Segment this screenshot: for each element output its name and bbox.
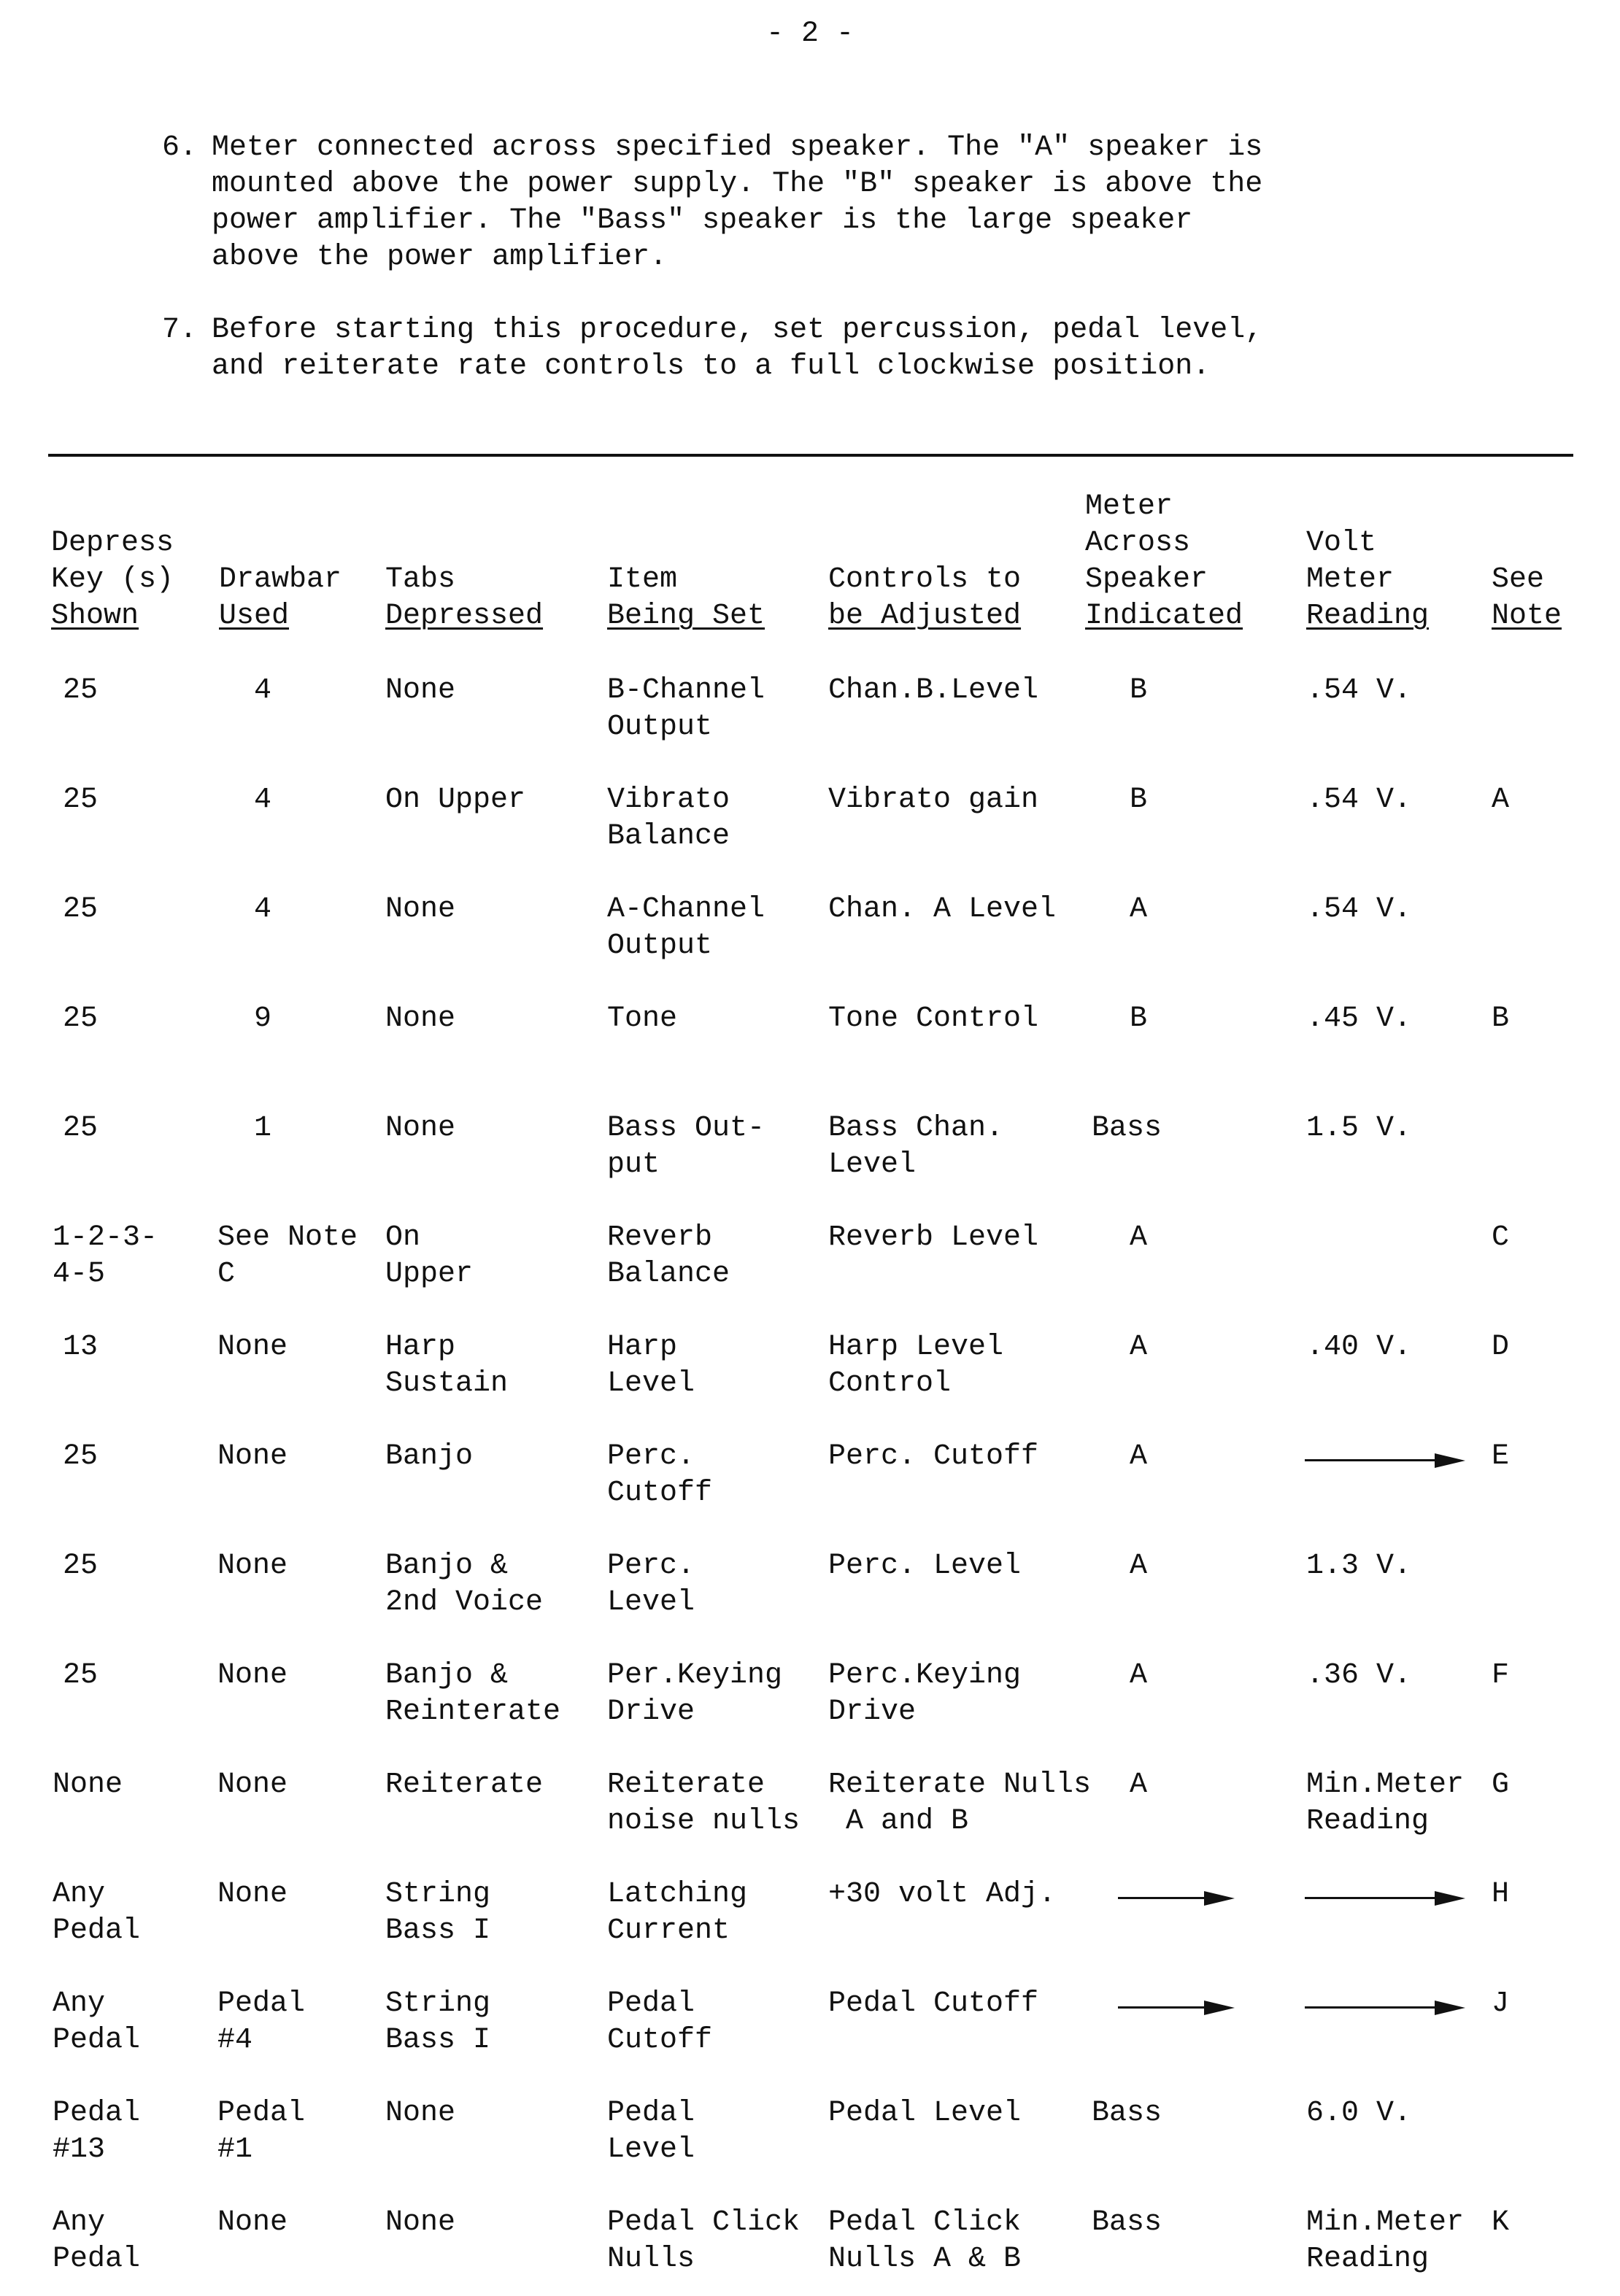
cell-line: C [1492, 1221, 1510, 1254]
cell-line: Bass [1092, 1112, 1162, 1145]
cell-depress-key [51, 892, 109, 928]
cell-line: Nulls [607, 2243, 695, 2276]
note-line: power amplifier. The "Bass" speaker is the large speaker [212, 204, 1193, 237]
cell-line: Current [607, 1914, 730, 1947]
cell-volt-reading [1306, 2095, 1411, 2132]
cell-line: Pedal Level [828, 2097, 1022, 2130]
header-line: Being Set [607, 600, 765, 633]
cell-item-being-set [607, 673, 765, 746]
cell-line: A [1129, 1440, 1147, 1473]
cell-line: Bass Chan. [828, 1112, 1004, 1145]
cell-line: A [1129, 1659, 1147, 1692]
cell-line: 1.5 V. [1306, 1112, 1412, 1145]
horizontal-rule [48, 454, 1573, 457]
cell-line: A-Channel [607, 893, 765, 926]
cell-see-note [1492, 1220, 1509, 1256]
cell-see-note [1492, 1876, 1509, 1913]
right-arrow-icon [1118, 2001, 1235, 2015]
cell-item-being-set [607, 1986, 712, 2059]
header-meter-speaker [1085, 489, 1243, 635]
cell-line: Balance [607, 1258, 730, 1291]
cell-meter-speaker [1120, 782, 1157, 819]
cell-item-being-set [607, 1110, 765, 1183]
header-line: Depressed [385, 600, 544, 633]
cell-line: Bass Out- [607, 1112, 765, 1145]
cell-line: Drive [828, 1696, 917, 1728]
cell-line: None [217, 1440, 288, 1473]
cell-drawbar [217, 1548, 288, 1585]
header-line: See [1492, 563, 1545, 596]
cell-tabs-depressed [385, 2095, 455, 2132]
cell-drawbar [217, 1658, 288, 1694]
cell-volt-reading [1306, 1110, 1411, 1147]
cell-line: A [1129, 893, 1147, 926]
cell-drawbar [217, 1986, 305, 2059]
cell-item-being-set [607, 1876, 747, 1949]
cell-line: Chan.B.Level [828, 674, 1039, 707]
cell-line: Cutoff [607, 2024, 713, 2057]
cell-line: #1 [217, 2133, 253, 2166]
cell-volt-reading [1306, 1658, 1411, 1694]
header-line: Indicated [1085, 600, 1243, 633]
cell-line: J [1492, 1987, 1510, 2020]
cell-line: On [385, 1221, 421, 1254]
cell-depress-key [51, 782, 109, 819]
cell-tabs-depressed [385, 1767, 543, 1804]
cell-item-being-set [607, 1548, 695, 1621]
cell-line: See Note [217, 1221, 358, 1254]
cell-line: 25 [62, 674, 98, 707]
note-line: mounted above the power supply. The "B" speaker is above the [212, 168, 1263, 201]
cell-line: Nulls A & B [828, 2243, 1022, 2276]
cell-tabs-depressed [385, 1110, 455, 1147]
cell-line: None [217, 1769, 288, 1801]
right-arrow-icon [1305, 1453, 1465, 1468]
cell-line: A [1129, 1331, 1147, 1364]
cell-line: Perc. [607, 1440, 695, 1473]
cell-see-note [1492, 1767, 1509, 1804]
cell-meter-speaker [1120, 1548, 1157, 1585]
cell-line: A [1129, 1769, 1147, 1801]
cell-line: Level [607, 1367, 695, 1400]
header-line: Item [607, 563, 678, 596]
cell-line: 25 [62, 1550, 98, 1582]
cell-meter-speaker [1120, 1001, 1157, 1037]
cell-line: B [1129, 674, 1147, 707]
cell-line: Level [607, 2133, 695, 2166]
cell-line: Any [53, 1878, 106, 1911]
cell-volt-reading [1306, 673, 1411, 709]
cell-item-being-set [607, 892, 765, 965]
cell-line: Perc.Keying [828, 1659, 1022, 1692]
cell-drawbar [217, 1220, 358, 1293]
cell-line: Pedal [217, 2097, 306, 2130]
cell-line: Pedal [53, 2097, 141, 2130]
cell-volt-reading [1306, 892, 1411, 928]
cell-line: 13 [62, 1331, 98, 1364]
cell-item-being-set [607, 1439, 712, 1512]
cell-meter-speaker [1120, 1220, 1157, 1256]
cell-tabs-depressed [385, 1658, 560, 1731]
right-arrow-icon [1118, 1891, 1235, 1906]
cell-controls-to-adjust [828, 1439, 1038, 1475]
cell-line: String [385, 1878, 491, 1911]
cell-line: None [385, 2097, 456, 2130]
cell-line: Min.Meter [1306, 1769, 1465, 1801]
cell-line: B-Channel [607, 674, 765, 707]
cell-line: Upper [385, 1258, 474, 1291]
cell-line: Bass [1092, 2097, 1162, 2130]
cell-line: Vibrato [607, 784, 730, 816]
cell-line: None [385, 1112, 456, 1145]
cell-line: 9 [253, 1002, 271, 1035]
cell-line: None [53, 1769, 123, 1801]
cell-line: G [1492, 1769, 1510, 1801]
cell-line: Pedal [217, 1987, 306, 2020]
cell-drawbar [241, 892, 285, 928]
cell-see-note [1492, 2205, 1509, 2241]
cell-drawbar [241, 782, 285, 819]
header-item-being-set [607, 562, 765, 635]
cell-depress-key [51, 1329, 109, 1366]
right-arrow-icon [1305, 1891, 1465, 1906]
note-line: Before starting this procedure, set percussion, pedal level, [212, 314, 1263, 347]
note-line: Meter connected across specified speaker. The "A" speaker is [212, 131, 1263, 164]
cell-depress-key [53, 1767, 123, 1804]
cell-meter-speaker [1120, 1439, 1157, 1475]
cell-tabs-depressed [385, 782, 525, 819]
cell-line: Tone Control [828, 1002, 1039, 1035]
cell-volt-reading [1306, 2205, 1464, 2278]
header-line: be Adjusted [828, 600, 1022, 633]
cell-line: Reading [1306, 1805, 1430, 1838]
cell-line: None [217, 1878, 288, 1911]
cell-depress-key [51, 1110, 109, 1147]
cell-line: Bass [1092, 2206, 1162, 2239]
cell-tabs-depressed [385, 892, 455, 928]
cell-item-being-set [607, 1329, 695, 1402]
cell-line: 6.0 V. [1306, 2097, 1412, 2130]
cell-line: Perc. Cutoff [828, 1440, 1039, 1473]
note-line: above the power amplifier. [212, 241, 668, 274]
cell-meter-speaker [1092, 2205, 1162, 2241]
cell-line: 25 [62, 1112, 98, 1145]
cell-item-being-set [607, 2205, 800, 2278]
cell-item-being-set [607, 1220, 730, 1293]
page-number: - 2 - [765, 18, 855, 50]
cell-line: F [1492, 1659, 1510, 1692]
cell-line: Latching [607, 1878, 748, 1911]
cell-line: Banjo [385, 1440, 474, 1473]
cell-line: A [1129, 1221, 1147, 1254]
cell-line: Harp [607, 1331, 678, 1364]
header-line: Drawbar [219, 563, 342, 596]
cell-depress-key [51, 1548, 109, 1585]
cell-line: .36 V. [1306, 1659, 1412, 1692]
cell-tabs-depressed [385, 1439, 473, 1475]
cell-meter-speaker [1120, 1658, 1157, 1694]
cell-line: .54 V. [1306, 674, 1412, 707]
cell-line: Harp [385, 1331, 456, 1364]
note-line: and reiterate rate controls to a full clockwise position. [212, 350, 1211, 383]
cell-see-note [1492, 1329, 1509, 1366]
header-line: Shown [51, 600, 139, 633]
cell-line: .45 V. [1306, 1002, 1412, 1035]
cell-line: Min.Meter [1306, 2206, 1465, 2239]
note-number: 6. [161, 131, 197, 164]
cell-line: H [1492, 1878, 1510, 1911]
cell-controls-to-adjust [828, 1986, 1038, 2022]
cell-item-being-set [607, 2095, 695, 2168]
cell-item-being-set [607, 1767, 800, 1840]
cell-line: Pedal [607, 2097, 695, 2130]
cell-depress-key [53, 1876, 140, 1949]
cell-line: K [1492, 2206, 1510, 2239]
cell-controls-to-adjust [828, 2205, 1021, 2278]
cell-line: 2nd Voice [385, 1586, 544, 1619]
cell-line: D [1492, 1331, 1510, 1364]
cell-item-being-set [607, 782, 730, 855]
cell-line: Level [828, 1148, 917, 1181]
header-line: Volt [1306, 527, 1377, 560]
cell-controls-to-adjust [828, 2095, 1021, 2132]
cell-line: Pedal [607, 1987, 695, 2020]
cell-line: Control [828, 1367, 952, 1400]
cell-line: put [607, 1148, 660, 1181]
cell-tabs-depressed [385, 673, 455, 709]
cell-see-note [1492, 1439, 1509, 1475]
cell-drawbar [241, 673, 285, 709]
note-text [212, 130, 1452, 276]
header-see-note [1492, 562, 1562, 635]
cell-line: 4 [253, 784, 271, 816]
cell-line: Pedal [53, 2024, 141, 2057]
cell-tabs-depressed [385, 1329, 508, 1402]
header-line: Across [1085, 527, 1191, 560]
cell-tabs-depressed [385, 1986, 490, 2059]
header-line: Meter [1085, 490, 1173, 523]
header-tabs-depressed [385, 562, 543, 635]
cell-line: None [385, 1002, 456, 1035]
cell-line: Pedal Click [607, 2206, 801, 2239]
cell-line: None [217, 2206, 288, 2239]
cell-item-being-set [607, 1001, 677, 1037]
cell-line: Reiterate [607, 1769, 765, 1801]
cell-depress-key [53, 2095, 140, 2168]
cell-line: 1.3 V. [1306, 1550, 1412, 1582]
cell-line: E [1492, 1440, 1510, 1473]
cell-line: Perc. Level [828, 1550, 1022, 1582]
cell-controls-to-adjust [828, 1001, 1038, 1037]
header-controls-to-adjust [828, 562, 1021, 635]
cell-line: Reinterate [385, 1696, 561, 1728]
cell-line: Banjo & [385, 1550, 509, 1582]
cell-drawbar [217, 1329, 288, 1366]
cell-line: Vibrato gain [828, 784, 1039, 816]
cell-meter-speaker [1092, 1110, 1162, 1147]
cell-depress-key [51, 1658, 109, 1694]
cell-tabs-depressed [385, 2205, 455, 2241]
cell-volt-reading [1306, 782, 1411, 819]
cell-line: Drive [607, 1696, 695, 1728]
cell-drawbar [217, 2205, 288, 2241]
cell-tabs-depressed [385, 1220, 473, 1293]
cell-line: Reading [1306, 2243, 1430, 2276]
cell-line: 1 [253, 1112, 271, 1145]
cell-tabs-depressed [385, 1548, 543, 1621]
cell-meter-speaker [1120, 1767, 1157, 1804]
cell-drawbar [217, 1439, 288, 1475]
cell-controls-to-adjust [828, 1110, 1003, 1183]
cell-line: +30 volt Adj. [828, 1878, 1057, 1911]
cell-item-being-set [607, 1658, 782, 1731]
cell-see-note [1492, 1001, 1509, 1037]
cell-tabs-depressed [385, 1876, 490, 1949]
cell-drawbar [217, 1767, 288, 1804]
cell-line: #4 [217, 2024, 253, 2057]
cell-volt-reading [1306, 1548, 1411, 1585]
cell-line: Balance [607, 820, 730, 853]
cell-controls-to-adjust [828, 1220, 1038, 1256]
cell-line: Bass I [385, 1914, 491, 1947]
cell-line: Output [607, 929, 713, 962]
cell-line: 25 [62, 1440, 98, 1473]
cell-line: On Upper [385, 784, 526, 816]
cell-line: B [1129, 1002, 1147, 1035]
cell-depress-key [53, 1986, 140, 2059]
cell-see-note [1492, 1986, 1509, 2022]
cell-meter-speaker [1120, 1329, 1157, 1366]
note-number: 7. [161, 314, 197, 347]
cell-controls-to-adjust [828, 782, 1038, 819]
cell-controls-to-adjust [828, 1658, 1021, 1731]
cell-depress-key [51, 1001, 109, 1037]
cell-line: 4-5 [53, 1258, 106, 1291]
cell-drawbar [241, 1110, 285, 1147]
cell-line: Banjo & [385, 1659, 509, 1692]
cell-line: None [217, 1659, 288, 1692]
cell-line: None [385, 2206, 456, 2239]
cell-depress-key [53, 1220, 158, 1293]
cell-see-note [1492, 782, 1509, 819]
cell-line: A [1492, 784, 1510, 816]
header-line: Depress [51, 527, 174, 560]
cell-line: Output [607, 711, 713, 743]
header-line: Speaker [1085, 563, 1208, 596]
cell-depress-key [51, 1439, 109, 1475]
cell-line: noise nulls [607, 1805, 801, 1838]
header-line: Meter [1306, 563, 1395, 596]
cell-line: Bass I [385, 2024, 491, 2057]
cell-drawbar [241, 1001, 285, 1037]
cell-line: Per.Keying [607, 1659, 783, 1692]
cell-line: Reiterate [385, 1769, 544, 1801]
header-line: Reading [1306, 600, 1430, 633]
cell-line: Pedal Click [828, 2206, 1022, 2239]
cell-line: Level [607, 1586, 695, 1619]
cell-line: Chan. A Level [828, 893, 1057, 926]
cell-line: None [217, 1550, 288, 1582]
cell-tabs-depressed [385, 1001, 455, 1037]
header-line: Used [219, 600, 290, 633]
cell-line: Sustain [385, 1367, 509, 1400]
cell-line: 25 [62, 784, 98, 816]
cell-line: 25 [62, 1002, 98, 1035]
cell-controls-to-adjust [828, 1329, 1003, 1402]
header-depress-key [51, 525, 174, 635]
header-line: Note [1492, 600, 1562, 633]
cell-controls-to-adjust [828, 1767, 1091, 1840]
cell-line: Reverb [607, 1221, 713, 1254]
header-line: Key (s) [51, 563, 174, 596]
cell-volt-reading [1306, 1001, 1411, 1037]
cell-controls-to-adjust [828, 892, 1056, 928]
cell-meter-speaker [1092, 2095, 1162, 2132]
cell-line: A and B [828, 1805, 969, 1838]
cell-line: 25 [62, 893, 98, 926]
cell-volt-reading [1306, 1329, 1411, 1366]
cell-line: Harp Level [828, 1331, 1004, 1364]
cell-line: String [385, 1987, 491, 2020]
cell-line: None [385, 893, 456, 926]
cell-see-note [1492, 1658, 1509, 1694]
cell-line: Cutoff [607, 1477, 713, 1510]
cell-line: 25 [62, 1659, 98, 1692]
cell-meter-speaker [1120, 673, 1157, 709]
cell-line: Pedal [53, 2243, 141, 2276]
cell-line: #13 [53, 2133, 106, 2166]
cell-controls-to-adjust [828, 1548, 1021, 1585]
cell-line: 4 [253, 674, 271, 707]
cell-line: Tone [607, 1002, 678, 1035]
cell-volt-reading [1306, 1767, 1464, 1840]
cell-line: B [1129, 784, 1147, 816]
cell-line: 4 [253, 893, 271, 926]
cell-line: .40 V. [1306, 1331, 1412, 1364]
cell-line: None [385, 674, 456, 707]
cell-line: Reverb Level [828, 1221, 1039, 1254]
cell-line: C [217, 1258, 236, 1291]
cell-controls-to-adjust [828, 1876, 1056, 1913]
cell-line: Pedal Cutoff [828, 1987, 1039, 2020]
cell-line: 1-2-3- [53, 1221, 158, 1254]
header-drawbar [219, 562, 342, 635]
cell-line: .54 V. [1306, 893, 1412, 926]
right-arrow-icon [1305, 2001, 1465, 2015]
cell-line: None [217, 1331, 288, 1364]
cell-meter-speaker [1120, 892, 1157, 928]
cell-line: Reiterate Nulls [828, 1769, 1092, 1801]
note-text [212, 312, 1452, 385]
cell-line: Perc. [607, 1550, 695, 1582]
cell-line: Any [53, 2206, 106, 2239]
cell-depress-key [53, 2205, 140, 2278]
cell-depress-key [51, 673, 109, 709]
cell-line: Pedal [53, 1914, 141, 1947]
cell-line: .54 V. [1306, 784, 1412, 816]
cell-line: B [1492, 1002, 1510, 1035]
header-line: Controls to [828, 563, 1022, 596]
header-volt-reading [1306, 525, 1429, 635]
cell-line: A [1129, 1550, 1147, 1582]
cell-controls-to-adjust [828, 673, 1038, 709]
cell-drawbar [217, 1876, 288, 1913]
cell-drawbar [217, 2095, 305, 2168]
header-line: Tabs [385, 563, 456, 596]
cell-line: Any [53, 1987, 106, 2020]
